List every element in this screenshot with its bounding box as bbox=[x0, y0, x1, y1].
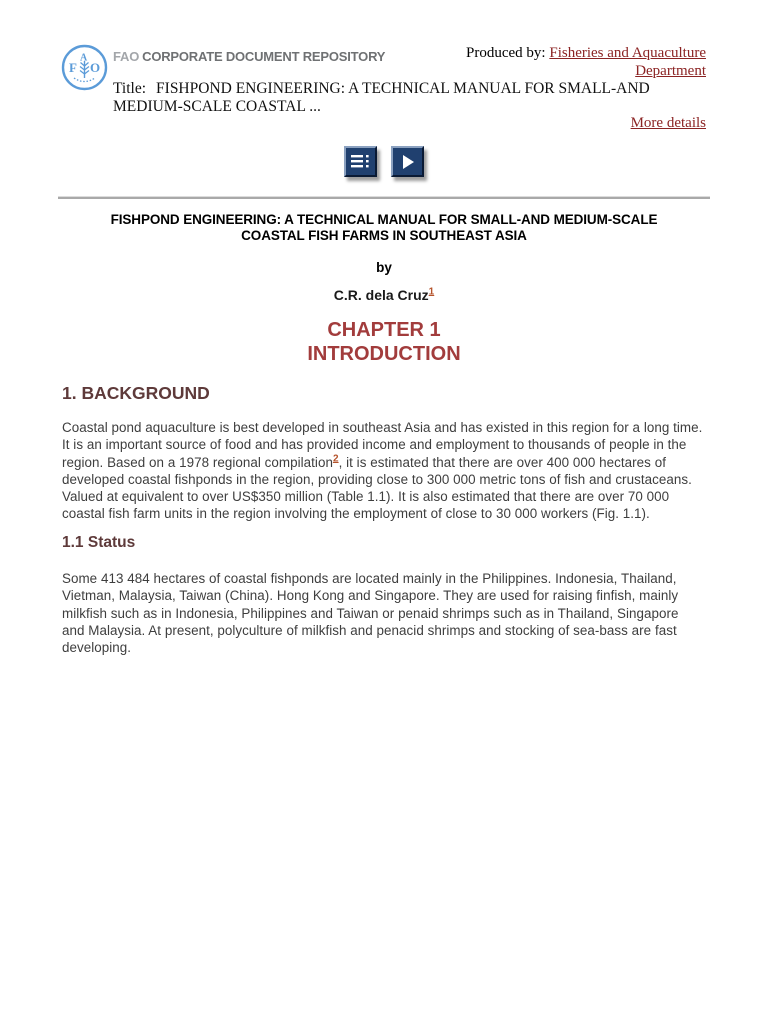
document-title-block bbox=[113, 80, 673, 116]
para1-line4: developed coastal fishponds in the region, providing close to 300 000 metric tons of fish and crustaceans. bbox=[62, 471, 692, 487]
contents-icon bbox=[350, 153, 371, 170]
author-footnote-link[interactable]: 1 bbox=[428, 286, 435, 298]
para1-line2: It is an important source of food and has provided income and employment to thousands of people in the bbox=[62, 437, 687, 453]
paragraph-background bbox=[62, 419, 712, 523]
svg-text:O: O bbox=[90, 60, 101, 75]
doc-main-title-line2: COASTAL FISH FARMS IN SOUTHEAST ASIA bbox=[241, 228, 527, 243]
paragraph-status bbox=[62, 570, 712, 656]
fisheries-department-link-line2[interactable]: Department bbox=[635, 63, 706, 79]
para2-line2: Vietman, Malaysia, Taiwan (China). Hong Kong and Singapore. They are used for raising finfish, mainly bbox=[62, 588, 679, 604]
para2-line5: developing. bbox=[62, 640, 132, 656]
para1-line5: Valued at equivalent to over US$350 million (Table 1.1). It is also estimated that there are over 70 000 bbox=[62, 489, 670, 505]
more-details-link[interactable]: More details bbox=[630, 115, 706, 131]
next-page-button[interactable] bbox=[391, 146, 424, 177]
brand-fao-text: FAO bbox=[113, 49, 140, 64]
fao-logo-icon bbox=[61, 44, 108, 91]
author-line bbox=[0, 287, 768, 303]
doc-main-title-line1: FISHPOND ENGINEERING: A TECHNICAL MANUAL FOR SMALL-AND MEDIUM-SCALE bbox=[110, 212, 658, 227]
para1-line3-pre: region. Based on a 1978 regional compilation bbox=[62, 454, 333, 470]
produced-by-block bbox=[426, 44, 706, 80]
section-heading-background: 1. BACKGROUND bbox=[62, 383, 210, 403]
title-text-line1: FISHPOND ENGINEERING: A TECHNICAL MANUAL FOR SMALL-AND bbox=[156, 80, 650, 97]
produced-by-label: Produced by: bbox=[466, 45, 546, 61]
chapter-heading-line1: CHAPTER 1 bbox=[327, 319, 441, 341]
title-text-line2: MEDIUM-SCALE COASTAL ... bbox=[113, 98, 321, 115]
para2-line4: and Malaysia. At present, polyculture of milkfish and penacid shrimps and stocking of sea-bass are fast bbox=[62, 622, 677, 638]
author-name: C.R. dela Cruz bbox=[333, 287, 429, 303]
chapter-heading bbox=[0, 318, 768, 366]
para2-line3: milkfish such as in Indonesia, Philippines and Taiwan or penaid shrimps such as in Thailand, Singapore bbox=[62, 605, 679, 621]
title-label: Title: bbox=[113, 80, 147, 97]
byline: by bbox=[376, 260, 392, 275]
svg-text:F: F bbox=[69, 60, 77, 75]
contents-button[interactable] bbox=[344, 146, 377, 177]
divider bbox=[58, 196, 710, 199]
fisheries-department-link[interactable]: Fisheries and Aquaculture bbox=[549, 45, 706, 61]
next-arrow-icon bbox=[399, 153, 417, 171]
para2-line1: Some 413 484 hectares of coastal fishponds are located mainly in the Philippines. Indonesia, Thailand, bbox=[62, 571, 677, 586]
para1-line3 bbox=[62, 454, 712, 471]
fao-logo[interactable] bbox=[61, 44, 108, 91]
document-nav-toolbar bbox=[0, 146, 768, 177]
more-details-block bbox=[631, 115, 706, 132]
para1-line1: Coastal pond aquaculture is best developed in southeast Asia and has existed in this region for a long time. bbox=[62, 420, 703, 435]
para1-line3-post: , it is estimated that there are over 400 000 hectares of bbox=[338, 454, 666, 470]
svg-text:A: A bbox=[80, 52, 88, 64]
chapter-heading-line2: INTRODUCTION bbox=[307, 343, 461, 365]
footnote-2-link[interactable]: 2 bbox=[332, 453, 339, 465]
section-heading-status: 1.1 Status bbox=[62, 534, 136, 551]
site-brand bbox=[113, 49, 385, 64]
doc-main-title bbox=[0, 212, 768, 244]
para1-line6: coastal fish farm units in the region involving the employment of close to 30 000 workers (Fig. 1.1). bbox=[62, 506, 650, 522]
brand-repository-text: CORPORATE DOCUMENT REPOSITORY bbox=[142, 49, 386, 64]
